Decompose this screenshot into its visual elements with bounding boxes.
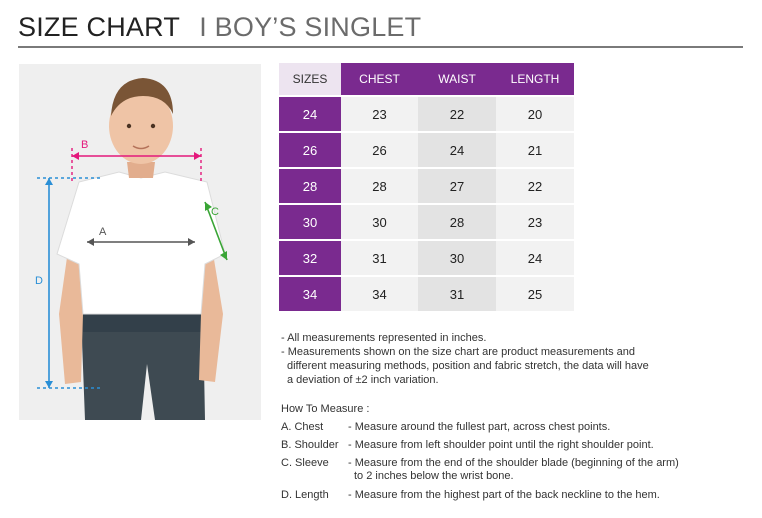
chest-cell: 30 [341, 204, 418, 240]
header-waist: WAIST [418, 63, 496, 96]
waist-cell: 31 [418, 276, 496, 312]
model-photo [19, 64, 261, 420]
measure-item-desc-cont: to 2 inches below the wrist bone. [354, 470, 514, 482]
chest-cell: 31 [341, 240, 418, 276]
measure-item-desc-block [348, 457, 708, 483]
size-cell: 34 [279, 276, 341, 312]
length-cell: 21 [496, 132, 574, 168]
page-title [18, 12, 421, 43]
table-row [279, 204, 574, 240]
measure-item-label: B. Shoulder [281, 439, 339, 451]
note-line: - All measurements represented in inches. [281, 332, 487, 344]
measurement-notes [281, 331, 701, 387]
chest-cell: 28 [341, 168, 418, 204]
measure-label-d: D [35, 275, 43, 287]
length-cell: 24 [496, 240, 574, 276]
header-sizes: SIZES [279, 63, 341, 96]
size-cell: 26 [279, 132, 341, 168]
waist-cell: 27 [418, 168, 496, 204]
table-row [279, 168, 574, 204]
note-line: - Measurements shown on the size chart are product measurements and [281, 346, 636, 358]
length-cell: 25 [496, 276, 574, 312]
size-cell: 30 [279, 204, 341, 240]
waist-cell: 24 [418, 132, 496, 168]
table-row [279, 132, 574, 168]
table-row [279, 276, 574, 312]
table-row [279, 96, 574, 132]
measure-item-label: D. Length [281, 489, 329, 501]
title-divider [18, 46, 743, 48]
size-table [279, 63, 574, 313]
title-product: I BOY’S SINGLET [199, 12, 422, 42]
tshirt-shape [57, 172, 225, 314]
waist-cell: 30 [418, 240, 496, 276]
table-row [279, 240, 574, 276]
chest-cell: 23 [341, 96, 418, 132]
chest-cell: 34 [341, 276, 418, 312]
size-cell: 28 [279, 168, 341, 204]
waistband-shape [81, 314, 203, 332]
length-cell: 23 [496, 204, 574, 240]
measure-item-desc: - Measure around the fullest part, across chest points. [348, 421, 611, 433]
model-illustration [19, 64, 261, 420]
header-chest: CHEST [341, 63, 418, 96]
measure-label-a: A [99, 226, 107, 238]
length-cell: 22 [496, 168, 574, 204]
measure-item-label: A. Chest [281, 421, 324, 433]
measure-item-desc: - Measure from the highest part of the back neckline to the hem. [348, 489, 660, 501]
how-to-measure-title: How To Measure : [281, 403, 370, 415]
header-length: LENGTH [496, 63, 574, 96]
size-cell: 32 [279, 240, 341, 276]
measure-item-desc: - Measure from the end of the shoulder blade (beginning of the arm) [348, 457, 679, 469]
size-cell: 24 [279, 96, 341, 132]
measure-label-c: C [211, 206, 219, 218]
waist-cell: 22 [418, 96, 496, 132]
title-main: SIZE CHART [18, 12, 180, 42]
note-line: a deviation of ±2 inch variation. [287, 374, 439, 386]
measure-item-label: C. Sleeve [281, 457, 329, 469]
note-line: different measuring methods, position and fabric stretch, the data will have [287, 360, 649, 372]
measure-label-b: B [81, 139, 89, 151]
waist-cell: 28 [418, 204, 496, 240]
length-cell: 20 [496, 96, 574, 132]
measure-item-desc: - Measure from left shoulder point until the right shoulder point. [348, 439, 654, 451]
table-header-row [279, 63, 574, 96]
chest-cell: 26 [341, 132, 418, 168]
neck-shape [127, 162, 155, 178]
